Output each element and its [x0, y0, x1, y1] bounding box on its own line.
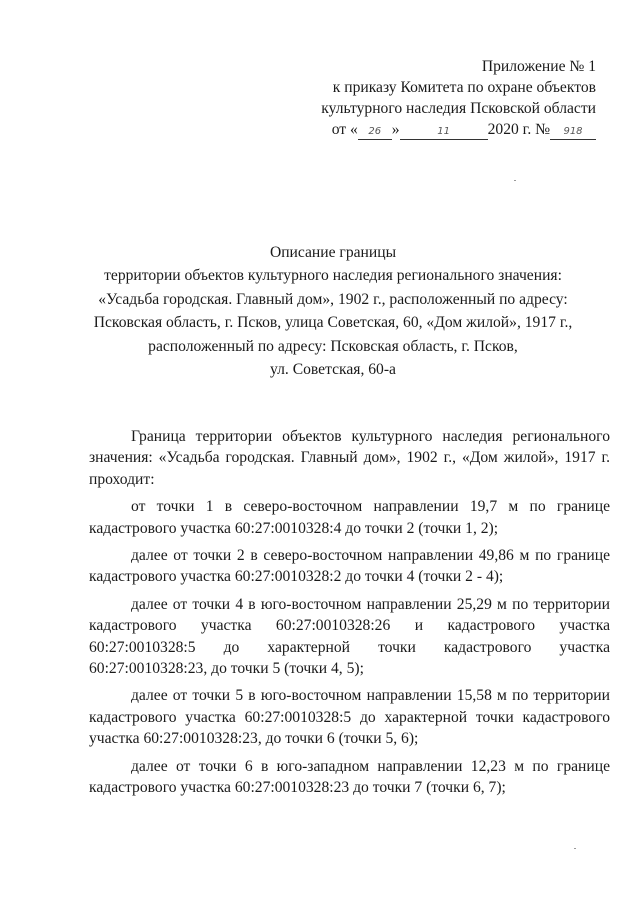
boundary-paragraph: далее от точки 2 в северо-восточном направлении 49,86 м по границе кадастрового участка 60:27:0010328:2 до точки 4 (точки 2 - 4);: [89, 547, 610, 586]
boundary-paragraph: далее от точки 4 в юго-восточном направлении 25,29 м по территории кадастрового участка 60:27:0010328:26 и кадастрового участка 60:27:0010328:5 до характерной точки кадастрового участка 60:27:0010328:23, до точки 5 (точки 4, 5);: [89, 595, 610, 678]
date-prefix: от «: [331, 121, 358, 138]
appendix-header: [321, 56, 596, 140]
intro-paragraph: Граница территории объектов культурного наследия регионального значения: «Усадьба городская. Главный дом», 1902 г., «Дом жилой», 1917 г. проходит:: [89, 428, 610, 488]
appendix-date-line: [321, 119, 596, 140]
date-month-handwritten: 11: [400, 125, 488, 140]
title-line-4: Псковская область, г. Псков, улица Советская, 60, «Дом жилой», 1917 г.,: [93, 314, 573, 332]
date-day-handwritten: 26: [358, 125, 392, 140]
boundary-paragraph: далее от точки 6 в юго-западном направлении 12,23 м по границе кадастрового участка 60:27:0010328:23 до точки 7 (точки 6, 7);: [89, 757, 610, 797]
title-line-1: Описание границы: [269, 244, 397, 261]
date-mid: »: [391, 121, 400, 138]
title-line-3: «Усадьба городская. Главный дом», 1902 г., расположенный по адресу:: [98, 290, 568, 308]
boundary-paragraph: от точки 1 в северо-восточном направлении 19,7 м по границе кадастрового участка 60:27:0010328:4 до точки 2 (точки 1, 2);: [89, 498, 610, 537]
appendix-order-line: к приказу Комитета по охране объектов: [332, 79, 596, 96]
appendix-number: Приложение № 1: [481, 58, 596, 75]
scan-speck: [574, 848, 576, 849]
boundary-paragraph: далее от точки 5 в юго-восточном направлении 15,58 м по территории кадастрового участка 60:27:0010328:5 до характерной точки кадастрового участка 60:27:0010328:23, до точки 6 (точки 5, 6);: [89, 687, 610, 748]
appendix-committee-line: культурного наследия Псковской области: [321, 100, 596, 117]
title-line-2: территории объектов культурного наследия регионального значения:: [104, 267, 562, 285]
title-line-5: расположенный по адресу: Псковская область, г. Псков,: [148, 337, 518, 355]
document-body: [89, 426, 610, 805]
document-title: [78, 241, 588, 381]
title-line-6: ул. Советская, 60-а: [270, 361, 396, 379]
scan-speck: [514, 180, 516, 181]
date-year: 2020 г. №: [487, 121, 550, 138]
doc-number-handwritten: 918: [550, 125, 596, 140]
